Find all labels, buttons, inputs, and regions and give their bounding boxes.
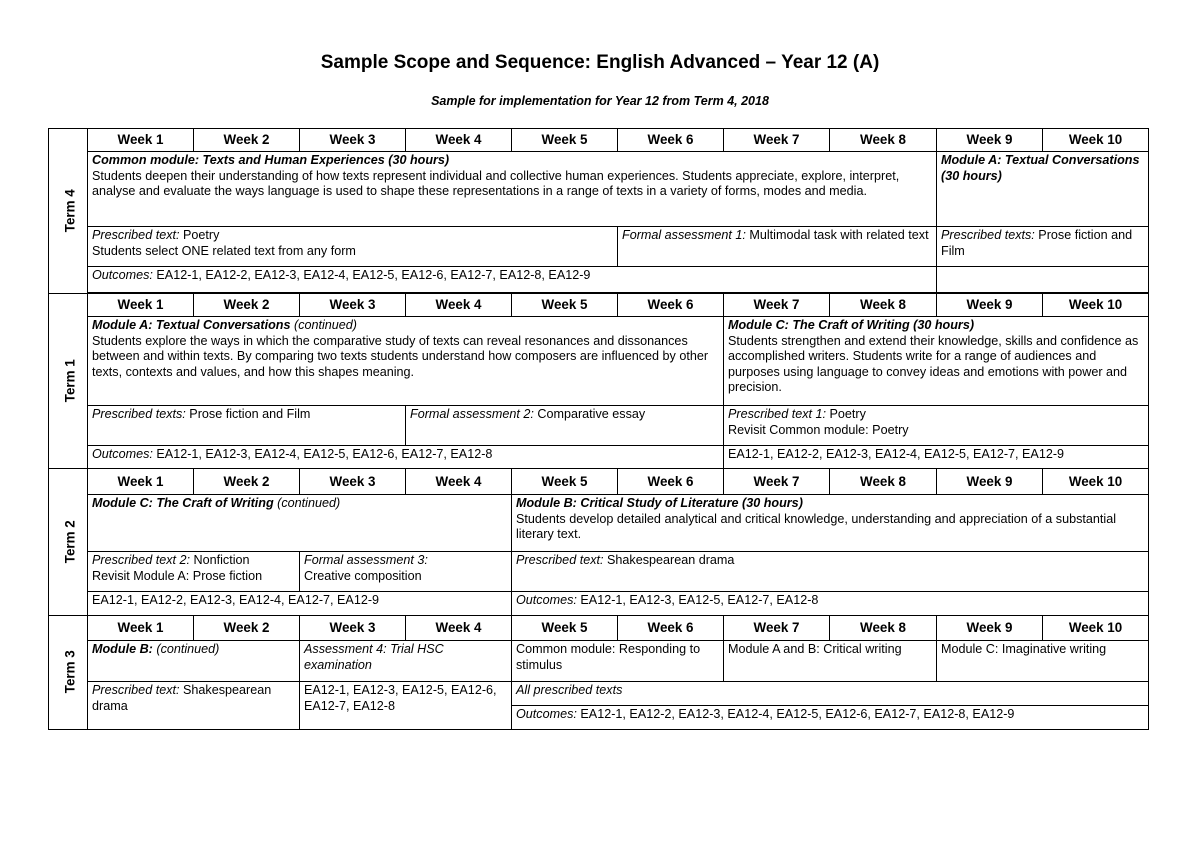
outcomes-cell: Outcomes: EA12-1, EA12-3, EA12-4, EA12-5, EA12-6, EA12-7, EA12-8 xyxy=(88,446,724,469)
week-header: Week 1 xyxy=(88,616,194,641)
week-header: Week 5 xyxy=(512,616,618,641)
formal-assessment-cell: Formal assessment 2: Comparative essay xyxy=(406,406,724,446)
outcomes-cell: EA12-1, EA12-2, EA12-3, EA12-4, EA12-5, EA12-7, EA12-9 xyxy=(724,446,1149,469)
week-header: Week 1 xyxy=(88,129,194,152)
page-subtitle: Sample for implementation for Year 12 from Term 4, 2018 xyxy=(431,94,769,108)
week-header: Week 1 xyxy=(88,294,194,317)
prescribed-text-cell: Prescribed text 2: Nonfiction Revisit Module A: Prose fiction xyxy=(88,552,300,592)
week-header: Week 10 xyxy=(1043,294,1149,317)
formal-assessment-cell: Formal assessment 3: Creative composition xyxy=(300,552,512,592)
week-header: Week 7 xyxy=(724,294,830,317)
week-header: Week 5 xyxy=(512,294,618,317)
empty-cell xyxy=(937,267,1149,293)
week-header: Week 2 xyxy=(194,616,300,641)
week-header: Week 8 xyxy=(830,129,937,152)
week-header: Week 6 xyxy=(618,129,724,152)
module-a-continued-cell: Module A: Textual Conversations (continued) Students explore the ways in which the comparative study of texts can reveal resonances and dissonances between and within texts. By comparing two texts students understand how composers are influenced by other texts, contexts and values, and how this shapes meaning. xyxy=(88,317,724,406)
module-b-cell: Module B: Critical Study of Literature (30 hours) Students develop detailed analytical and critical knowledge, understanding and appreciation of a substantial literary text. xyxy=(512,495,1149,552)
week-header: Week 9 xyxy=(937,616,1043,641)
all-prescribed-cell: All prescribed texts xyxy=(512,682,1149,706)
prescribed-text-cell: Prescribed text: Poetry Students select ONE related text from any form xyxy=(88,227,618,267)
week-header: Week 7 xyxy=(724,616,830,641)
term-2-label: Term 2 xyxy=(49,469,88,616)
week-header: Week 5 xyxy=(512,469,618,495)
prescribed-texts-cell: Prescribed texts: Prose fiction and Film xyxy=(937,227,1149,267)
week-header: Week 2 xyxy=(194,294,300,317)
week-header: Week 9 xyxy=(937,469,1043,495)
week-header: Week 10 xyxy=(1043,129,1149,152)
week-header: Week 9 xyxy=(937,294,1043,317)
week-header: Week 1 xyxy=(88,469,194,495)
week-header: Week 3 xyxy=(300,294,406,317)
week-header: Week 8 xyxy=(830,294,937,317)
module-b-continued-cell: Module B: (continued) xyxy=(88,641,300,682)
week-header: Week 6 xyxy=(618,616,724,641)
week-header: Week 4 xyxy=(406,469,512,495)
module-c-cell: Module C: The Craft of Writing (30 hours) Students strengthen and extend their knowledge, skills and confidence as accomplished writers. Students write for a range of audiences and purposes using language to convey ideas and emotions with power and precision. xyxy=(724,317,1149,406)
week-header: Week 4 xyxy=(406,616,512,641)
week-header: Week 7 xyxy=(724,469,830,495)
term-1-label: Term 1 xyxy=(49,294,88,469)
week-header: Week 4 xyxy=(406,294,512,317)
term-4-label: Term 4 xyxy=(49,129,88,294)
week-header: Week 10 xyxy=(1043,469,1149,495)
trial-assessment-cell: Assessment 4: Trial HSC examination xyxy=(300,641,512,682)
module-a-cell: Module A: Textual Conversations (30 hours) xyxy=(937,152,1149,227)
week-header: Week 2 xyxy=(194,129,300,152)
module-c-continued-cell: Module C: The Craft of Writing (continued) xyxy=(88,495,512,552)
week-header: Week 4 xyxy=(406,129,512,152)
outcomes-cell: EA12-1, EA12-3, EA12-5, EA12-6, EA12-7, EA12-8 xyxy=(300,682,512,730)
week-header: Week 5 xyxy=(512,129,618,152)
week-header: Week 6 xyxy=(618,294,724,317)
term-3-label: Term 3 xyxy=(49,616,88,730)
week-header: Week 2 xyxy=(194,469,300,495)
week-header: Week 6 xyxy=(618,469,724,495)
formal-assessment-cell: Formal assessment 1: Multimodal task with related text xyxy=(618,227,937,267)
week-header: Week 10 xyxy=(1043,616,1149,641)
week-header: Week 3 xyxy=(300,469,406,495)
prescribed-text-cell: Prescribed text: Shakespearean drama xyxy=(512,552,1149,592)
scope-sequence-table xyxy=(48,128,1149,730)
module-ab-writing-cell: Module A and B: Critical writing xyxy=(724,641,937,682)
page-title: Sample Scope and Sequence: English Advanced – Year 12 (A) xyxy=(320,52,880,73)
prescribed-text-cell: Prescribed text: Shakespearean drama xyxy=(88,682,300,730)
common-module-response-cell: Common module: Responding to stimulus xyxy=(512,641,724,682)
week-header: Week 3 xyxy=(300,129,406,152)
week-header: Week 8 xyxy=(830,469,937,495)
outcomes-cell: Outcomes: EA12-1, EA12-2, EA12-3, EA12-4, EA12-5, EA12-6, EA12-7, EA12-8, EA12-9 xyxy=(512,706,1149,730)
module-c-writing-cell: Module C: Imaginative writing xyxy=(937,641,1149,682)
week-header: Week 3 xyxy=(300,616,406,641)
week-header: Week 7 xyxy=(724,129,830,152)
prescribed-text-cell: Prescribed text 1: Poetry Revisit Common module: Poetry xyxy=(724,406,1149,446)
week-header: Week 8 xyxy=(830,616,937,641)
common-module-cell: Common module: Texts and Human Experiences (30 hours) Students deepen their understanding of how texts represent individual and collective human experiences. Students appreciate, explore, interpret, analyse and evaluate the ways language is used to shape these representations in a range of texts in a variety of forms, modes and media. xyxy=(88,152,937,227)
outcomes-cell: Outcomes: EA12-1, EA12-3, EA12-5, EA12-7, EA12-8 xyxy=(512,592,1149,616)
week-header: Week 9 xyxy=(937,129,1043,152)
outcomes-cell: EA12-1, EA12-2, EA12-3, EA12-4, EA12-7, EA12-9 xyxy=(88,592,512,616)
prescribed-texts-cell: Prescribed texts: Prose fiction and Film xyxy=(88,406,406,446)
outcomes-cell: Outcomes: EA12-1, EA12-2, EA12-3, EA12-4, EA12-5, EA12-6, EA12-7, EA12-8, EA12-9 xyxy=(88,267,937,293)
